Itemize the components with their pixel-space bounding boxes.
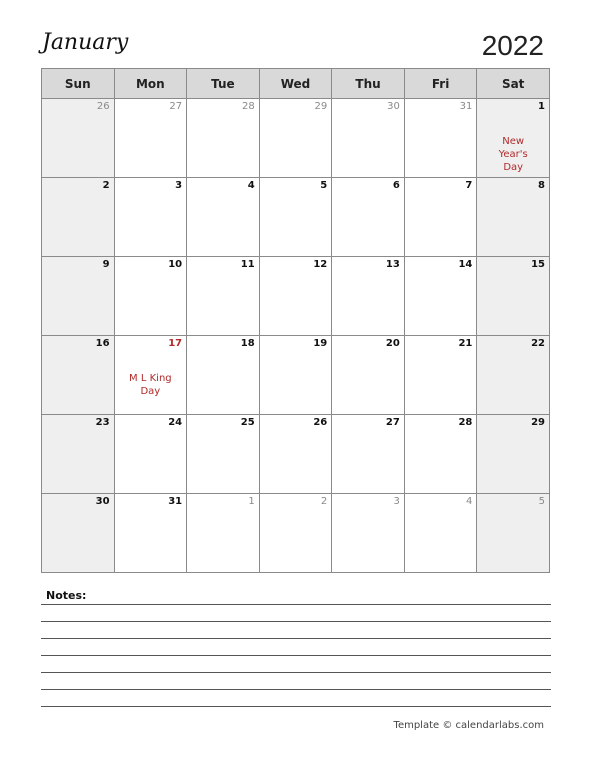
week-row [42, 415, 550, 494]
day-number: 26 [96, 101, 110, 112]
day-number: 25 [240, 417, 255, 428]
day-cell[interactable] [42, 99, 115, 178]
day-cell[interactable] [332, 415, 405, 494]
day-cell[interactable] [477, 257, 550, 336]
day-number: 6 [392, 180, 400, 191]
day-number: 24 [168, 417, 183, 428]
notes-line [41, 604, 551, 605]
month-title: January [42, 30, 129, 55]
calendar-grid [41, 68, 550, 573]
day-cell[interactable] [404, 336, 477, 415]
day-number: 15 [531, 259, 545, 270]
day-number: 20 [385, 338, 400, 349]
notes-line [41, 689, 551, 690]
holiday-label: M L King Day [129, 373, 172, 397]
footer-credit: Template © calendarlabs.com [393, 720, 544, 731]
day-number: 13 [385, 259, 400, 270]
day-cell[interactable] [259, 494, 332, 573]
day-cell[interactable] [42, 178, 115, 257]
day-number: 31 [459, 101, 473, 112]
day-cell[interactable] [259, 178, 332, 257]
day-number: 21 [458, 338, 473, 349]
day-cell[interactable] [114, 257, 187, 336]
day-cell[interactable] [404, 257, 477, 336]
day-number: 27 [385, 417, 400, 428]
day-number: 5 [538, 496, 545, 507]
holiday-label: New Year's Day [498, 136, 528, 173]
day-cell[interactable] [477, 99, 550, 178]
day-number: 19 [313, 338, 328, 349]
day-cell[interactable] [114, 494, 187, 573]
notes-line [41, 655, 551, 656]
day-cell[interactable] [42, 336, 115, 415]
notes-line [41, 638, 551, 639]
day-cell[interactable] [259, 257, 332, 336]
day-number: 17 [168, 338, 183, 349]
notes-line [41, 672, 551, 673]
day-number: 23 [95, 417, 110, 428]
day-cell[interactable] [477, 336, 550, 415]
day-cell[interactable] [114, 415, 187, 494]
day-cell[interactable] [332, 494, 405, 573]
weekday-header-row [42, 69, 550, 99]
day-number: 3 [393, 496, 400, 507]
notes-label: Notes: [46, 589, 87, 602]
day-number: 30 [387, 101, 400, 112]
week-row [42, 178, 550, 257]
weekday-thu: Thu [332, 69, 405, 99]
weekday-mon: Mon [114, 69, 187, 99]
day-cell[interactable] [404, 415, 477, 494]
day-cell[interactable] [187, 178, 260, 257]
day-cell[interactable] [187, 336, 260, 415]
day-number: 2 [320, 496, 328, 507]
day-cell[interactable] [404, 99, 477, 178]
week-row [42, 99, 550, 178]
day-number: 14 [458, 259, 473, 270]
day-number: 5 [320, 180, 328, 191]
week-row [42, 336, 550, 415]
day-cell[interactable] [477, 178, 550, 257]
day-number: 1 [538, 101, 545, 112]
day-number: 11 [240, 259, 255, 270]
day-number: 28 [458, 417, 473, 428]
day-cell[interactable] [259, 415, 332, 494]
day-cell[interactable] [187, 494, 260, 573]
day-number: 31 [168, 496, 183, 507]
day-number: 2 [102, 180, 110, 191]
day-cell[interactable] [42, 257, 115, 336]
day-number: 7 [465, 180, 473, 191]
day-cell[interactable] [404, 494, 477, 573]
year-title: 2022 [481, 30, 544, 61]
day-cell[interactable] [404, 178, 477, 257]
calendar-body [42, 99, 550, 573]
weekday-tue: Tue [187, 69, 260, 99]
day-cell[interactable] [42, 494, 115, 573]
weekday-sat: Sat [477, 69, 550, 99]
weekday-wed: Wed [259, 69, 332, 99]
day-cell[interactable] [259, 99, 332, 178]
day-cell[interactable] [187, 257, 260, 336]
day-number: 1 [248, 496, 255, 507]
day-cell[interactable] [114, 178, 187, 257]
day-cell[interactable] [477, 494, 550, 573]
day-cell[interactable] [114, 336, 187, 415]
day-cell[interactable] [187, 415, 260, 494]
day-number: 4 [247, 180, 255, 191]
day-cell[interactable] [477, 415, 550, 494]
day-number: 18 [240, 338, 255, 349]
day-cell[interactable] [259, 336, 332, 415]
day-cell[interactable] [332, 178, 405, 257]
notes-line [41, 621, 551, 622]
day-number: 30 [95, 496, 110, 507]
day-number: 4 [466, 496, 473, 507]
notes-line [41, 706, 551, 707]
day-number: 27 [169, 101, 183, 112]
week-row [42, 257, 550, 336]
day-number: 29 [531, 417, 545, 428]
day-cell[interactable] [187, 99, 260, 178]
day-number: 9 [102, 259, 110, 270]
day-number: 29 [314, 101, 328, 112]
day-number: 28 [241, 101, 255, 112]
day-number: 10 [168, 259, 183, 270]
day-cell[interactable] [332, 257, 405, 336]
day-number: 3 [175, 180, 183, 191]
week-row [42, 494, 550, 573]
weekday-fri: Fri [404, 69, 477, 99]
day-number: 12 [313, 259, 328, 270]
day-number: 26 [313, 417, 328, 428]
day-cell[interactable] [114, 99, 187, 178]
day-cell[interactable] [42, 415, 115, 494]
day-number: 22 [531, 338, 545, 349]
weekday-sun: Sun [42, 69, 115, 99]
day-cell[interactable] [332, 99, 405, 178]
day-number: 16 [95, 338, 110, 349]
day-number: 8 [538, 180, 545, 191]
day-cell[interactable] [332, 336, 405, 415]
